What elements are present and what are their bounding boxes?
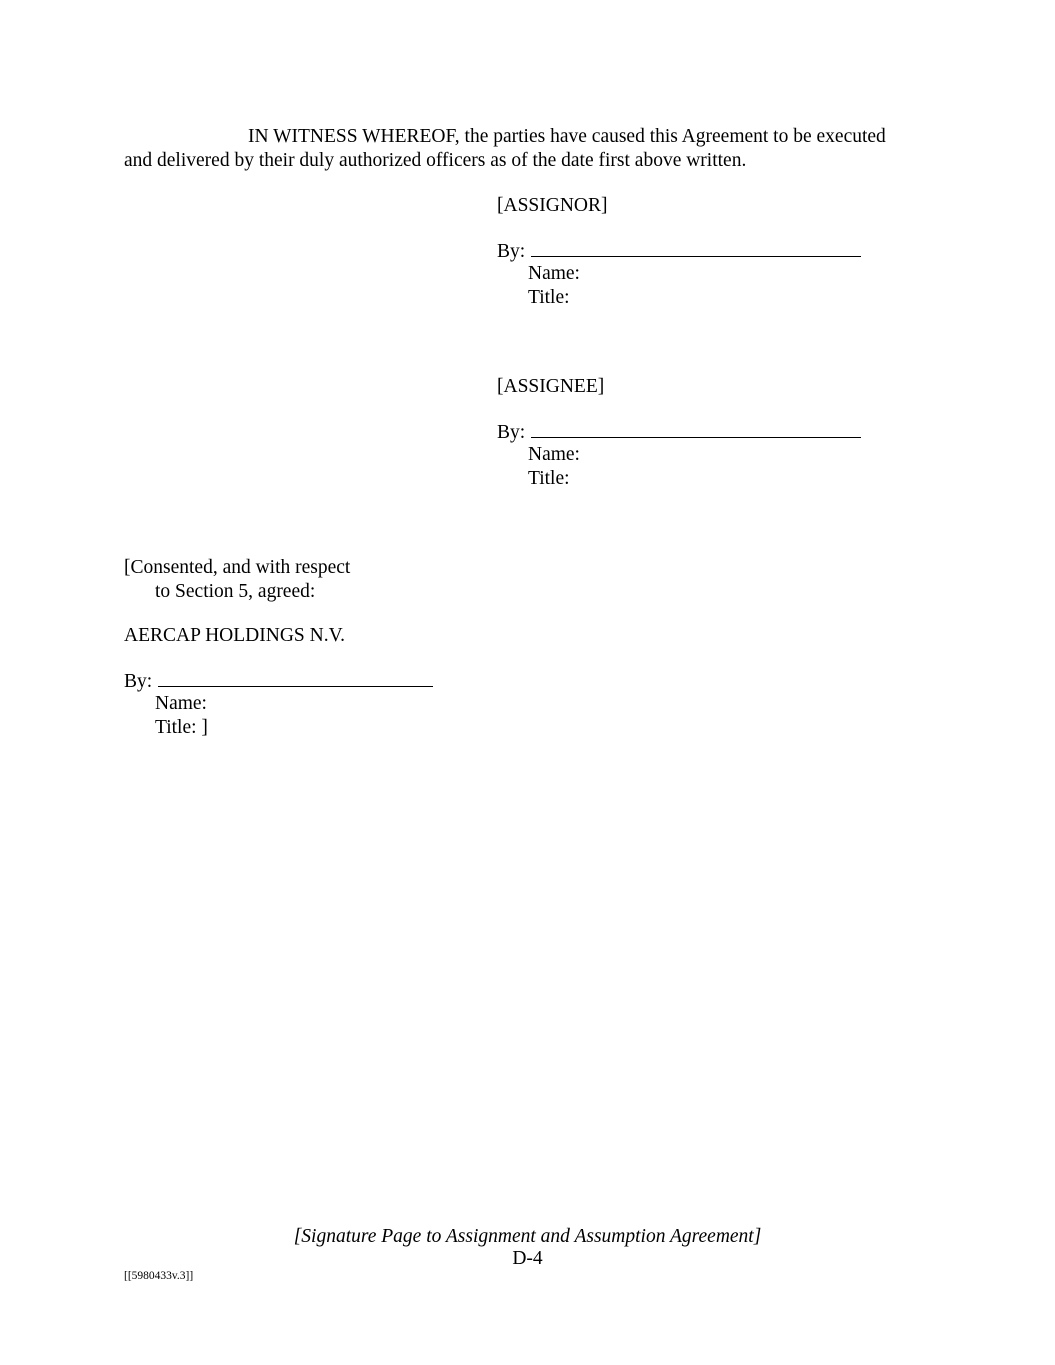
assignor-by-label: By: [497, 241, 526, 262]
assignee-signature-row [497, 419, 861, 445]
assignor-title-label: Title: [528, 287, 570, 308]
assignor-signature-line [531, 238, 861, 257]
assignor-name-label: Name: [528, 263, 580, 284]
consent-title-label: Title: ] [155, 717, 208, 738]
page-number: D-4 [512, 1248, 543, 1269]
assignee-by-label: By: [497, 422, 526, 443]
consent-line-1: [Consented, and with respect [124, 557, 351, 578]
document-id: [[5980433v.3]] [124, 1270, 194, 1282]
assignor-signature-row [497, 238, 861, 264]
consent-signature-row [124, 668, 433, 694]
consent-company: AERCAP HOLDINGS N.V. [124, 625, 346, 646]
assignee-heading: [ASSIGNEE] [497, 376, 605, 397]
consent-line-2: to Section 5, agreed: [155, 581, 316, 602]
assignor-heading: [ASSIGNOR] [497, 195, 608, 216]
consent-signature-line [158, 668, 433, 687]
witness-line-1: IN WITNESS WHEREOF, the parties have caused this Agreement to be executed [248, 126, 886, 147]
assignee-signature-line [531, 419, 861, 438]
consent-name-label: Name: [155, 693, 207, 714]
witness-line-2: and delivered by their duly authorized officers as of the date first above written. [124, 150, 747, 171]
assignee-name-label: Name: [528, 444, 580, 465]
consent-by-label: By: [124, 671, 153, 692]
signature-page-caption: [Signature Page to Assignment and Assumption Agreement] [293, 1226, 762, 1247]
assignee-title-label: Title: [528, 468, 570, 489]
